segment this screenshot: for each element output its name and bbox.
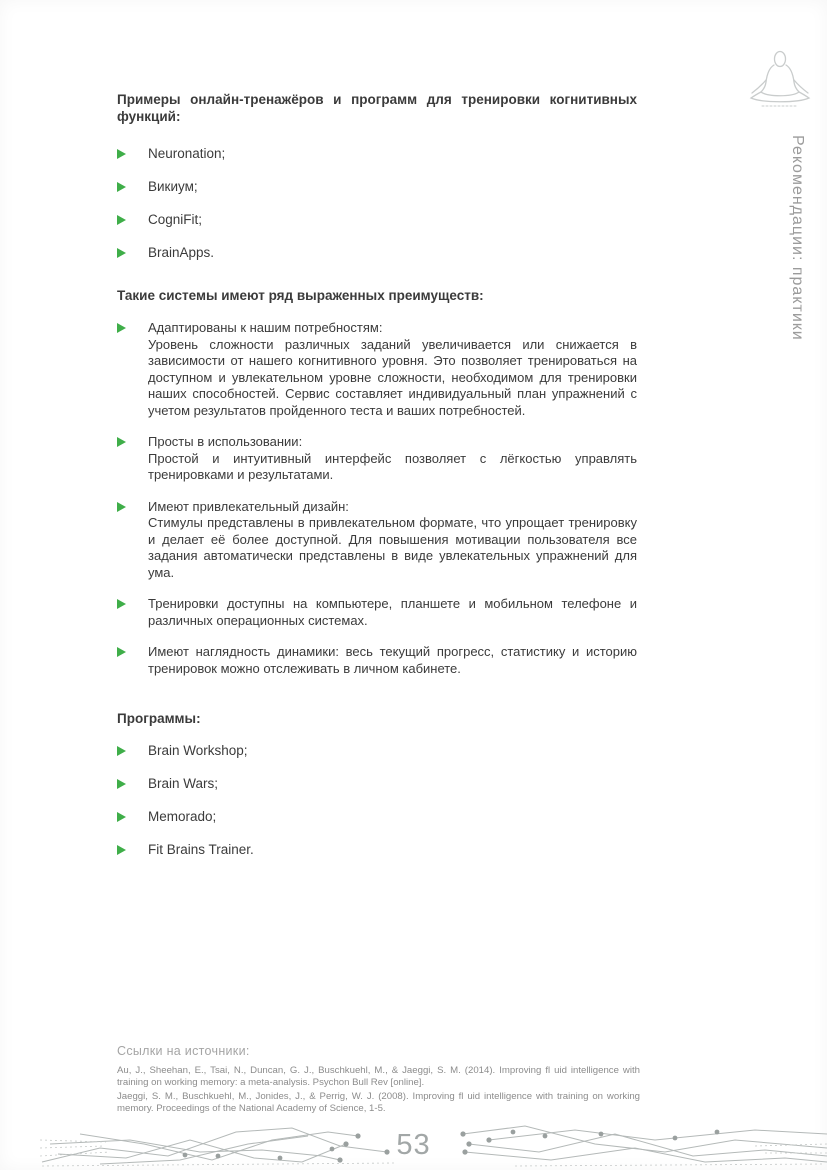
bullet-triangle-icon <box>117 599 126 609</box>
advantage-item <box>117 320 637 419</box>
bullet-triangle-icon <box>117 182 126 192</box>
list-item-label: BrainApps. <box>148 245 215 260</box>
list-item-label: Brain Wars; <box>148 776 219 791</box>
list-item <box>117 212 637 228</box>
advantage-body: Тренировки доступны на компьютере, планшете и мобильном телефоне и различных операционных системах. <box>148 596 637 628</box>
trainers-list <box>117 146 637 261</box>
programs-list <box>117 743 637 858</box>
list-item-label: Neuronation; <box>148 146 226 161</box>
advantage-title: Адаптированы к нашим потребностям: <box>148 320 383 335</box>
list-item-label: Memorado; <box>148 809 217 824</box>
list-item-label: Brain Workshop; <box>148 743 248 758</box>
bullet-triangle-icon <box>117 215 126 225</box>
bullet-triangle-icon <box>117 502 126 512</box>
bullet-triangle-icon <box>117 845 126 855</box>
advantage-title: Просты в использовании: <box>148 434 303 449</box>
main-content <box>117 91 637 875</box>
advantage-body: Уровень сложности различных заданий увеличивается или снижается в зависимости от нашего когнитивного уровня. Это позволяет тренироваться на доступном и увлекательном уровне сложности, необходимом для тренировки наших способностей. Сервис составляет индивидуальный план упражнений с учетом результатов пройденного теста и ваших потребностей. <box>148 336 637 418</box>
bullet-triangle-icon <box>117 149 126 159</box>
list-item <box>117 179 637 195</box>
list-item <box>117 743 637 759</box>
advantage-body: Стимулы представлены в привлекательном формате, что упрощает тренировку и делает её более доступной. Для повышения мотивации пользователя все задания автоматически представлены в виде увлекательных упражнений для ума. <box>148 515 637 580</box>
bullet-triangle-icon <box>117 746 126 756</box>
network-decor-right-icon <box>455 1122 827 1168</box>
list-item-label: Викиум; <box>148 179 198 194</box>
advantage-item <box>117 434 637 484</box>
page-number: 53 <box>396 1129 431 1161</box>
list-item <box>117 146 637 162</box>
advantage-body: Простой и интуитивный интерфейс позволяет с лёгкостью управлять тренировками и результатами. <box>148 450 637 482</box>
chapter-sidebar-label: Рекомендации: практики <box>789 135 806 341</box>
advantage-item <box>117 644 637 677</box>
list-item <box>117 842 637 858</box>
citation: Jaeggi, S. M., Buschkuehl, M., Jonides, J., & Perrig, W. J. (2008). Improving fl uid intelligence with training on working memory. Proceedings of the National Academy of Science, 1-5. <box>117 1091 640 1114</box>
bullet-triangle-icon <box>117 647 126 657</box>
list-item-label: Fit Brains Trainer. <box>148 842 254 857</box>
list-item <box>117 776 637 792</box>
bullet-triangle-icon <box>117 779 126 789</box>
list-item <box>117 245 637 261</box>
citation: Au, J., Sheehan, E., Tsai, N., Duncan, G. J., Buschkuehl, M., & Jaeggi, S. M. (2014). Improving fl uid intelligence with training on working memory: a meta-analysis. Psychon Bull Rev [online]. <box>117 1065 640 1088</box>
footer-decoration <box>0 1120 827 1170</box>
list-item-label: CogniFit; <box>148 212 203 227</box>
bullet-triangle-icon <box>117 812 126 822</box>
advantage-item <box>117 596 637 629</box>
sources-block <box>117 1044 640 1117</box>
advantage-body: Имеют наглядность динамики: весь текущий прогресс, статистику и историю тренировок можно отслеживать в личном кабинете. <box>148 644 637 676</box>
advantages-heading: Такие системы имеют ряд выраженных преимуществ: <box>117 288 484 303</box>
list-item <box>117 809 637 825</box>
bullet-triangle-icon <box>117 248 126 258</box>
advantage-item <box>117 499 637 582</box>
bullet-triangle-icon <box>117 323 126 333</box>
sources-heading: Ссылки на источники: <box>117 1044 250 1058</box>
programs-heading: Программы: <box>117 711 201 726</box>
meditation-icon <box>748 50 812 108</box>
advantage-title: Имеют привлекательный дизайн: <box>148 498 349 514</box>
intro-paragraph: Примеры онлайн-тренажёров и программ для тренировки когнитивных функций: <box>117 92 637 124</box>
bullet-triangle-icon <box>117 437 126 447</box>
